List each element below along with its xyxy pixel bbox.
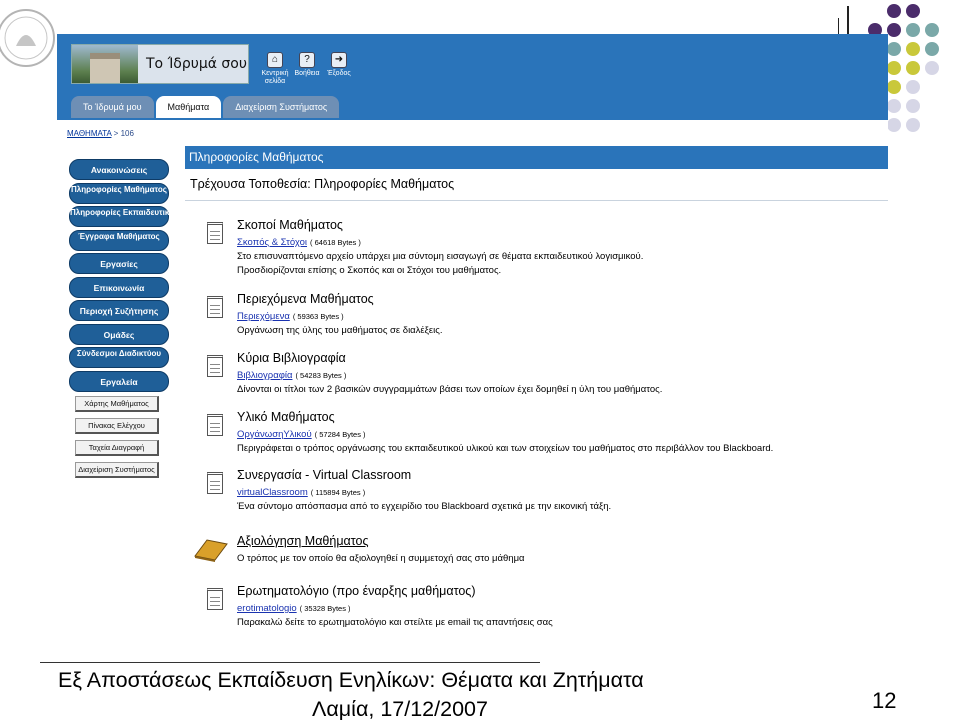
menu-tools[interactable]: Εργαλεία [69,371,169,392]
decorative-dot [925,61,939,75]
home-icon: ⌂ [267,52,283,68]
item-title-link[interactable]: Αξιολόγηση Μαθήματος [237,534,369,548]
control-panel-button[interactable]: Πίνακας Ελέγχου [75,418,159,434]
item-description: Οργάνωση της ύλης του μαθήματος σε διαλέξεις. [237,325,443,336]
menu-course-info[interactable]: Πληροφορίες Μαθήματος [69,183,169,204]
menu-assignments[interactable]: Εργασίες [69,253,169,274]
tab-my-institution[interactable]: Το Ίδρυμά μου [71,96,154,118]
document-icon [207,222,223,244]
item-description: Περιγράφεται ο τρόπος οργάνωσης του εκπαιδευτικού υλικού και των στοιχείων του μαθήματος στο περιβάλλον του Blackboard. [237,443,774,454]
logout-icon: ➜ [331,52,347,68]
file-size: ( 35328 Bytes ) [299,604,351,613]
footer-divider [40,662,540,663]
breadcrumb-root[interactable]: ΜΑΘΗΜΑΤΑ [67,129,112,138]
file-size: ( 57284 Bytes ) [314,430,366,439]
item-description: Στο επισυναπτόμενο αρχείο υπάρχει μια σύντομη εισαγωγή σε θέματα εκπαιδευτικού λογισμικού. [237,251,644,262]
item-link[interactable]: virtualClassroom [237,487,308,498]
document-icon [207,472,223,494]
decorative-dot [925,23,939,37]
app-header [57,34,888,118]
item-title: Περιεχόμενα Μαθήματος [237,292,374,306]
item-link[interactable]: ΟργάνωσηΥλικού [237,429,312,440]
tab-courses[interactable]: Μαθήματα [156,96,222,118]
divider [838,18,839,34]
course-map-button[interactable]: Χάρτης Μαθήματος [75,396,159,412]
quick-delete-button[interactable]: Ταχεία Διαγραφή [75,440,159,456]
file-size: ( 59363 Bytes ) [292,312,344,321]
help-label: Βοήθεια [294,70,320,77]
document-icon [207,355,223,377]
decorative-dot [906,80,920,94]
home-button[interactable] [262,52,288,86]
decorative-dot [887,42,901,56]
divider [847,6,849,34]
system-admin-button[interactable]: Διαχείριση Συστήματος [75,462,159,478]
menu-course-documents[interactable]: Έγγραφα Μαθήματος [69,230,169,251]
item-title: Υλικό Μαθήματος [237,410,335,424]
decorative-dot [887,118,901,132]
item-description: Ένα σύντομο απόσπασμα από το εγχειρίδιο του Blackboard σχετικά με την εικονική τάξη. [237,501,612,512]
decorative-dot [887,4,901,18]
logout-label: Έξοδος [327,70,351,77]
decorative-dot [887,80,901,94]
document-icon [207,414,223,436]
breadcrumb-current: 106 [120,129,134,138]
menu-web-links[interactable]: Σύνδεσμοι Διαδικτύου [69,347,169,368]
item-title: Κύρια Βιβλιογραφία [237,351,346,365]
course-menu [69,159,181,484]
decorative-dot [906,118,920,132]
header-divider [57,118,888,120]
menu-communication[interactable]: Επικοινωνία [69,277,169,298]
breadcrumb [67,129,134,138]
document-icon [207,296,223,318]
home-label: Κεντρική σελίδα [261,70,289,85]
item-title: Ερωτηματολόγιο (προ έναρξης μαθήματος) [237,584,476,598]
current-location: Τρέχουσα Τοποθεσία: Πληροφορίες Μαθήματος [190,177,455,191]
menu-discussion-board[interactable]: Περιοχή Συζήτησης [69,300,169,321]
item-link[interactable]: Σκοπός & Στόχοι [237,237,308,248]
decorative-dot [925,42,939,56]
file-size: ( 115894 Bytes ) [310,488,366,497]
menu-announcements[interactable]: Ανακοινώσεις [69,159,169,180]
item-description: Προσδιορίζονται επίσης ο Σκοπός και οι Στόχοι του μαθήματος. [237,265,502,276]
decorative-dot [887,23,901,37]
file-size: ( 54283 Bytes ) [295,371,347,380]
book-icon [193,536,229,562]
menu-groups[interactable]: Ομάδες [69,324,169,345]
building-icon [72,45,138,83]
help-icon: ? [299,52,315,68]
breadcrumb-separator: > [113,129,119,138]
item-title: Σκοποί Μαθήματος [237,218,343,232]
tab-system-admin[interactable]: Διαχείριση Συστήματος [223,96,339,118]
divider [185,200,888,201]
decorative-dot [906,4,920,18]
decorative-dot [906,99,920,113]
university-seal-icon [0,0,56,80]
item-link[interactable]: Βιβλιογραφία [237,370,293,381]
logo-text: Το Ίδρυμά σου [146,56,247,72]
document-icon [207,588,223,610]
page-number: 12 [872,688,897,713]
item-link[interactable]: erotimatologio [237,603,297,614]
footer-title: Εξ Αποστάσεως Εκπαίδευση Ενηλίκων: Θέματα και Ζητήματα [58,668,644,692]
institution-logo[interactable] [71,44,249,84]
help-button[interactable] [294,52,320,86]
item-link[interactable]: Περιεχόμενα [237,311,290,322]
footer-date: Λαμία, 17/12/2007 [312,697,488,721]
content-title-bar: Πληροφορίες Μαθήματος [185,146,888,169]
item-description: Παρακαλώ δείτε το ερωτηματολόγιο και στείλτε με email τις απαντήσεις σας [237,617,553,628]
browser-screenshot [57,34,888,650]
item-title: Συνεργασία - Virtual Classroom [237,468,412,482]
item-description: Ο τρόπος με τον οποίο θα αξιολογηθεί η συμμετοχή σας στο μάθημα [237,553,525,564]
decorative-dot [906,42,920,56]
menu-staff-info[interactable]: Πληροφορίες Εκπαιδευτικών [69,206,169,227]
file-size: ( 64618 Bytes ) [310,238,361,247]
logout-button[interactable] [326,52,352,86]
decorative-dot [906,61,920,75]
decorative-dot [887,99,901,113]
decorative-dot [906,23,920,37]
item-description: Δίνονται οι τίτλοι των 2 βασικών συγγραμμάτων βάσει των οποίων έχει δομηθεί η ύλη του μαθήματος. [237,384,663,395]
decorative-dot [887,61,901,75]
